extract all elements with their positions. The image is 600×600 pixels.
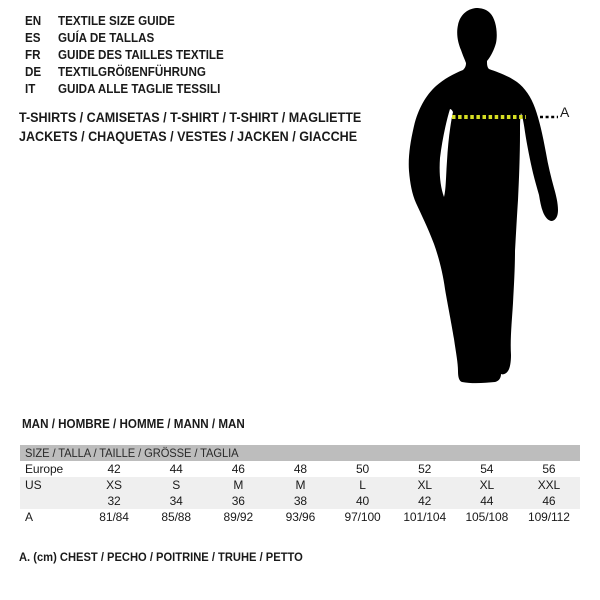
cell: 32 [107,494,121,508]
language-code: EN [25,13,42,28]
cell: 93/96 [285,510,316,524]
cell: 54 [480,462,494,476]
man-silhouette-body [409,8,558,383]
cell: 42 [418,494,432,508]
cell: XXL [537,478,561,492]
size-table-header: SIZE / TALLA / TAILLE / GRÖSSE / TAGLIA [20,445,580,461]
cell: 40 [355,494,370,508]
language-code: FR [25,47,41,62]
cell: 85/88 [161,510,191,524]
cell: 89/92 [223,510,254,524]
table-row-europe [20,461,580,477]
cell: M [295,478,306,492]
cell: 97/100 [344,510,381,524]
man-figure [400,5,570,401]
cell: S [172,478,181,492]
cell: XL [417,478,432,492]
language-code: DE [25,64,42,79]
language-row-en [25,12,236,29]
footnote-chest: A. (cm) CHEST / PECHO / POITRINE / TRUHE / PETTO [19,550,303,564]
measure-a-label: A [560,104,570,120]
category-line-jackets: JACKETS / CHAQUETAS / VESTES / JACKEN / GIACCHE [19,129,358,144]
cell: 38 [293,494,308,508]
cell: 46 [231,462,245,476]
cell: 44 [480,494,494,508]
size-table [20,445,580,525]
cell: XS [106,478,122,492]
man-silhouette [400,5,570,401]
cell: 109/112 [528,510,570,524]
language-label: TEXTILE SIZE GUIDE [58,13,175,28]
language-label: TEXTILGRÖßENFÜHRUNG [58,64,206,79]
cell: 42 [107,462,121,476]
cell: M [233,478,244,492]
cell: 50 [355,462,370,476]
language-row-it [25,80,236,97]
row-label: Europe [25,462,64,476]
cell: 36 [231,494,245,508]
row-label: US [25,478,42,492]
language-code: ES [25,30,41,45]
language-label: GUIDE DES TAILLES TEXTILE [58,47,224,62]
cell: 44 [169,462,183,476]
cell: 81/84 [99,510,129,524]
language-code: IT [25,81,36,96]
cell: XL [479,478,495,492]
language-row-fr [25,46,236,63]
cell: 105/108 [465,510,509,524]
cell: 34 [169,494,183,508]
language-label: GUÍA DE TALLAS [58,30,155,45]
section-title-man: MAN / HOMBRE / HOMME / MANN / MAN [22,417,245,431]
table-row-unlabeled [20,493,580,509]
table-row-chest-a [20,509,580,525]
language-row-es [25,29,236,46]
cell: 101/104 [403,510,447,524]
cell: 48 [293,462,308,476]
cell: 52 [418,462,432,476]
cell: L [359,478,366,492]
category-line-tshirts: T-SHIRTS / CAMISETAS / T-SHIRT / T-SHIRT / MAGLIETTE [19,110,362,125]
language-row-de [25,63,236,80]
table-row-us [20,477,580,493]
language-label: GUIDA ALLE TAGLIE TESSILI [58,81,221,96]
cell: 56 [542,462,556,476]
language-list [25,12,236,97]
cell: 46 [542,494,556,508]
row-label: A [25,510,33,524]
category-lines [19,108,387,146]
